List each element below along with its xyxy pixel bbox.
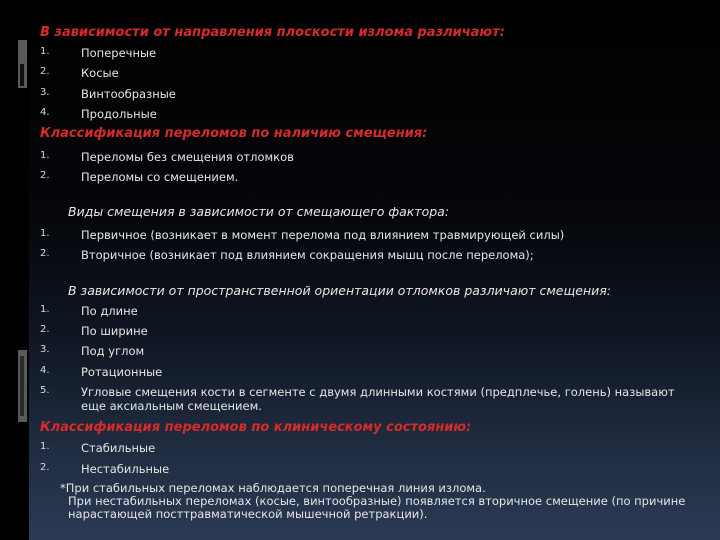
decor-bar [20, 356, 24, 416]
item-text: Переломы без смещения отломков [81, 150, 294, 164]
item-text: Ротационные [81, 365, 163, 379]
item-number: 4. [40, 365, 50, 376]
item-text: По ширине [81, 324, 148, 338]
heading-fracture-plane: В зависимости от направления плоскости излома различают: [40, 25, 505, 40]
item-number: 5. [40, 385, 50, 396]
item-number: 1. [40, 304, 50, 315]
item-number: 3. [40, 344, 50, 355]
left-ornament [0, 0, 29, 540]
item-text: Первичное (возникает в момент перелома под влиянием травмирующей силы) [81, 228, 565, 242]
item-number: 1. [40, 441, 50, 452]
item-number: 2. [40, 66, 50, 77]
item-text: Поперечные [81, 46, 157, 60]
item-text: Нестабильные [81, 462, 170, 476]
item-number: 1. [40, 150, 50, 161]
decor-bar [20, 64, 24, 86]
item-number: 1. [40, 46, 50, 57]
item-text: Переломы со смещением. [81, 170, 239, 184]
item-number: 2. [40, 248, 50, 259]
footnote-line: При нестабильных переломах (косые, винтообразные) появляется вторичное смещение (по причине [68, 494, 686, 508]
item-text: Винтообразные [81, 87, 176, 101]
subheading-spatial-orientation: В зависимости от пространственной ориентации отломков различают смещения: [68, 283, 611, 298]
item-text: По длине [81, 304, 138, 318]
item-text: Косые [81, 66, 119, 80]
item-text: Вторичное (возникает под влиянием сокращения мышц после перелома); [81, 248, 534, 262]
heading-displacement-classification: Классификация переломов по наличию смещения: [40, 126, 428, 141]
slide [29, 0, 720, 540]
item-text: Стабильные [81, 441, 156, 455]
item-number: 3. [40, 87, 50, 98]
footnote-line: нарастающей посттравматической мышечной ретракции). [68, 507, 428, 521]
item-number: 2. [40, 462, 50, 473]
item-number: 4. [40, 107, 50, 118]
item-number: 2. [40, 324, 50, 335]
footnote [60, 482, 700, 521]
heading-clinical-classification: Классификация переломов по клиническому состоянию: [40, 420, 472, 435]
item-number: 2. [40, 170, 50, 181]
item-text: Угловые смещения кости в сегменте с двумя длинными костями (предплечье, голень) называют еще аксиальным смещением. [81, 385, 675, 413]
item-text: Под углом [81, 344, 145, 358]
item-text: Продольные [81, 107, 157, 121]
item-number: 1. [40, 228, 50, 239]
footnote-line: *При стабильных переломах наблюдается поперечная линия излома. [60, 481, 486, 495]
subheading-displacing-factor: Виды смещения в зависимости от смещающего фактора: [68, 204, 450, 219]
